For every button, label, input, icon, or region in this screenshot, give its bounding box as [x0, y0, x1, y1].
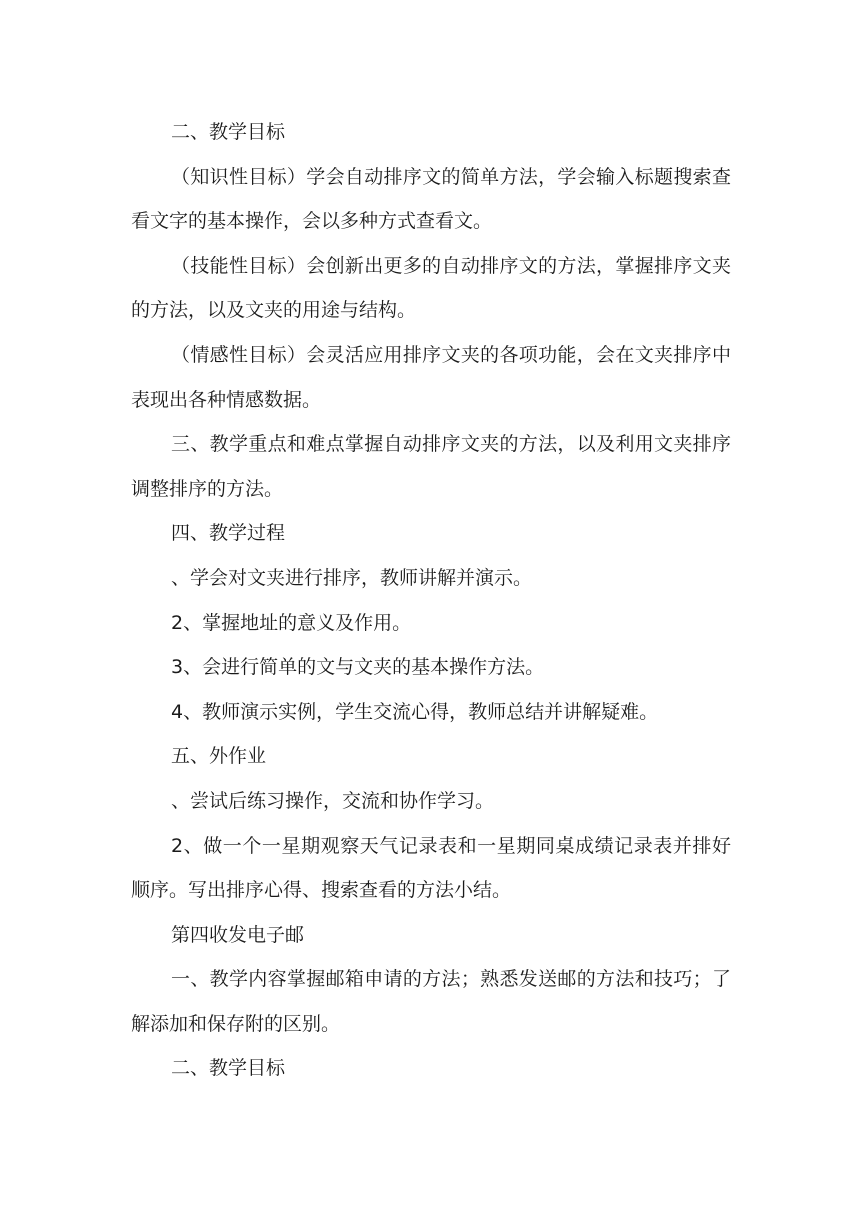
- paragraph-teaching-content: 一、教学内容掌握邮箱申请的方法；熟悉发送邮的方法和技巧；了解添加和保存附的区别。: [131, 968, 731, 1035]
- paragraph-skill-goal: （技能性目标）会创新出更多的自动排序文的方法，掌握排序文夹的方法，以及文夹的用途与结构。: [131, 254, 731, 322]
- section-heading-teaching-goals: 二、教学目标: [171, 121, 286, 143]
- paragraph-knowledge-goal: （知识性目标）学会自动排序文的简单方法，学会输入标题搜索查看文字的基本操作，会以多种方式查看文。: [131, 165, 731, 233]
- list-item-process-2: 2、掌握地址的意义及作用。: [171, 611, 412, 634]
- list-item-process-1: 、学会对文夹进行排序，教师讲解并演示。: [171, 566, 533, 589]
- document-body: [131, 110, 731, 1091]
- section-heading-teaching-goals-2: 二、教学目标: [171, 1057, 286, 1080]
- list-item-process-3: 3、会进行简单的文与文夹的基本操作方法。: [171, 656, 545, 679]
- list-item-homework-2: 2、做一个一星期观察天气记录表和一星期同桌成绩记录表并排好顺序。写出排序心得、搜索查看的方法小结。: [131, 834, 731, 902]
- list-item-process-4: 4、教师演示实例，学生交流心得，教师总结并讲解疑难。: [171, 700, 659, 723]
- list-item-homework-1: 、尝试后练习操作，交流和协作学习。: [171, 789, 495, 812]
- paragraph-emotion-goal: （情感性目标）会灵活应用排序文夹的各项功能，会在文夹排序中表现出各种情感数据。: [131, 343, 731, 411]
- paragraph-key-points: 三、教学重点和难点掌握自动排序文夹的方法，以及利用文夹排序调整排序的方法。: [131, 433, 731, 500]
- section-heading-homework: 五、外作业: [171, 745, 267, 768]
- chapter-heading-email: 第四收发电子邮: [171, 923, 305, 946]
- section-heading-teaching-process: 四、教学过程: [171, 522, 286, 545]
